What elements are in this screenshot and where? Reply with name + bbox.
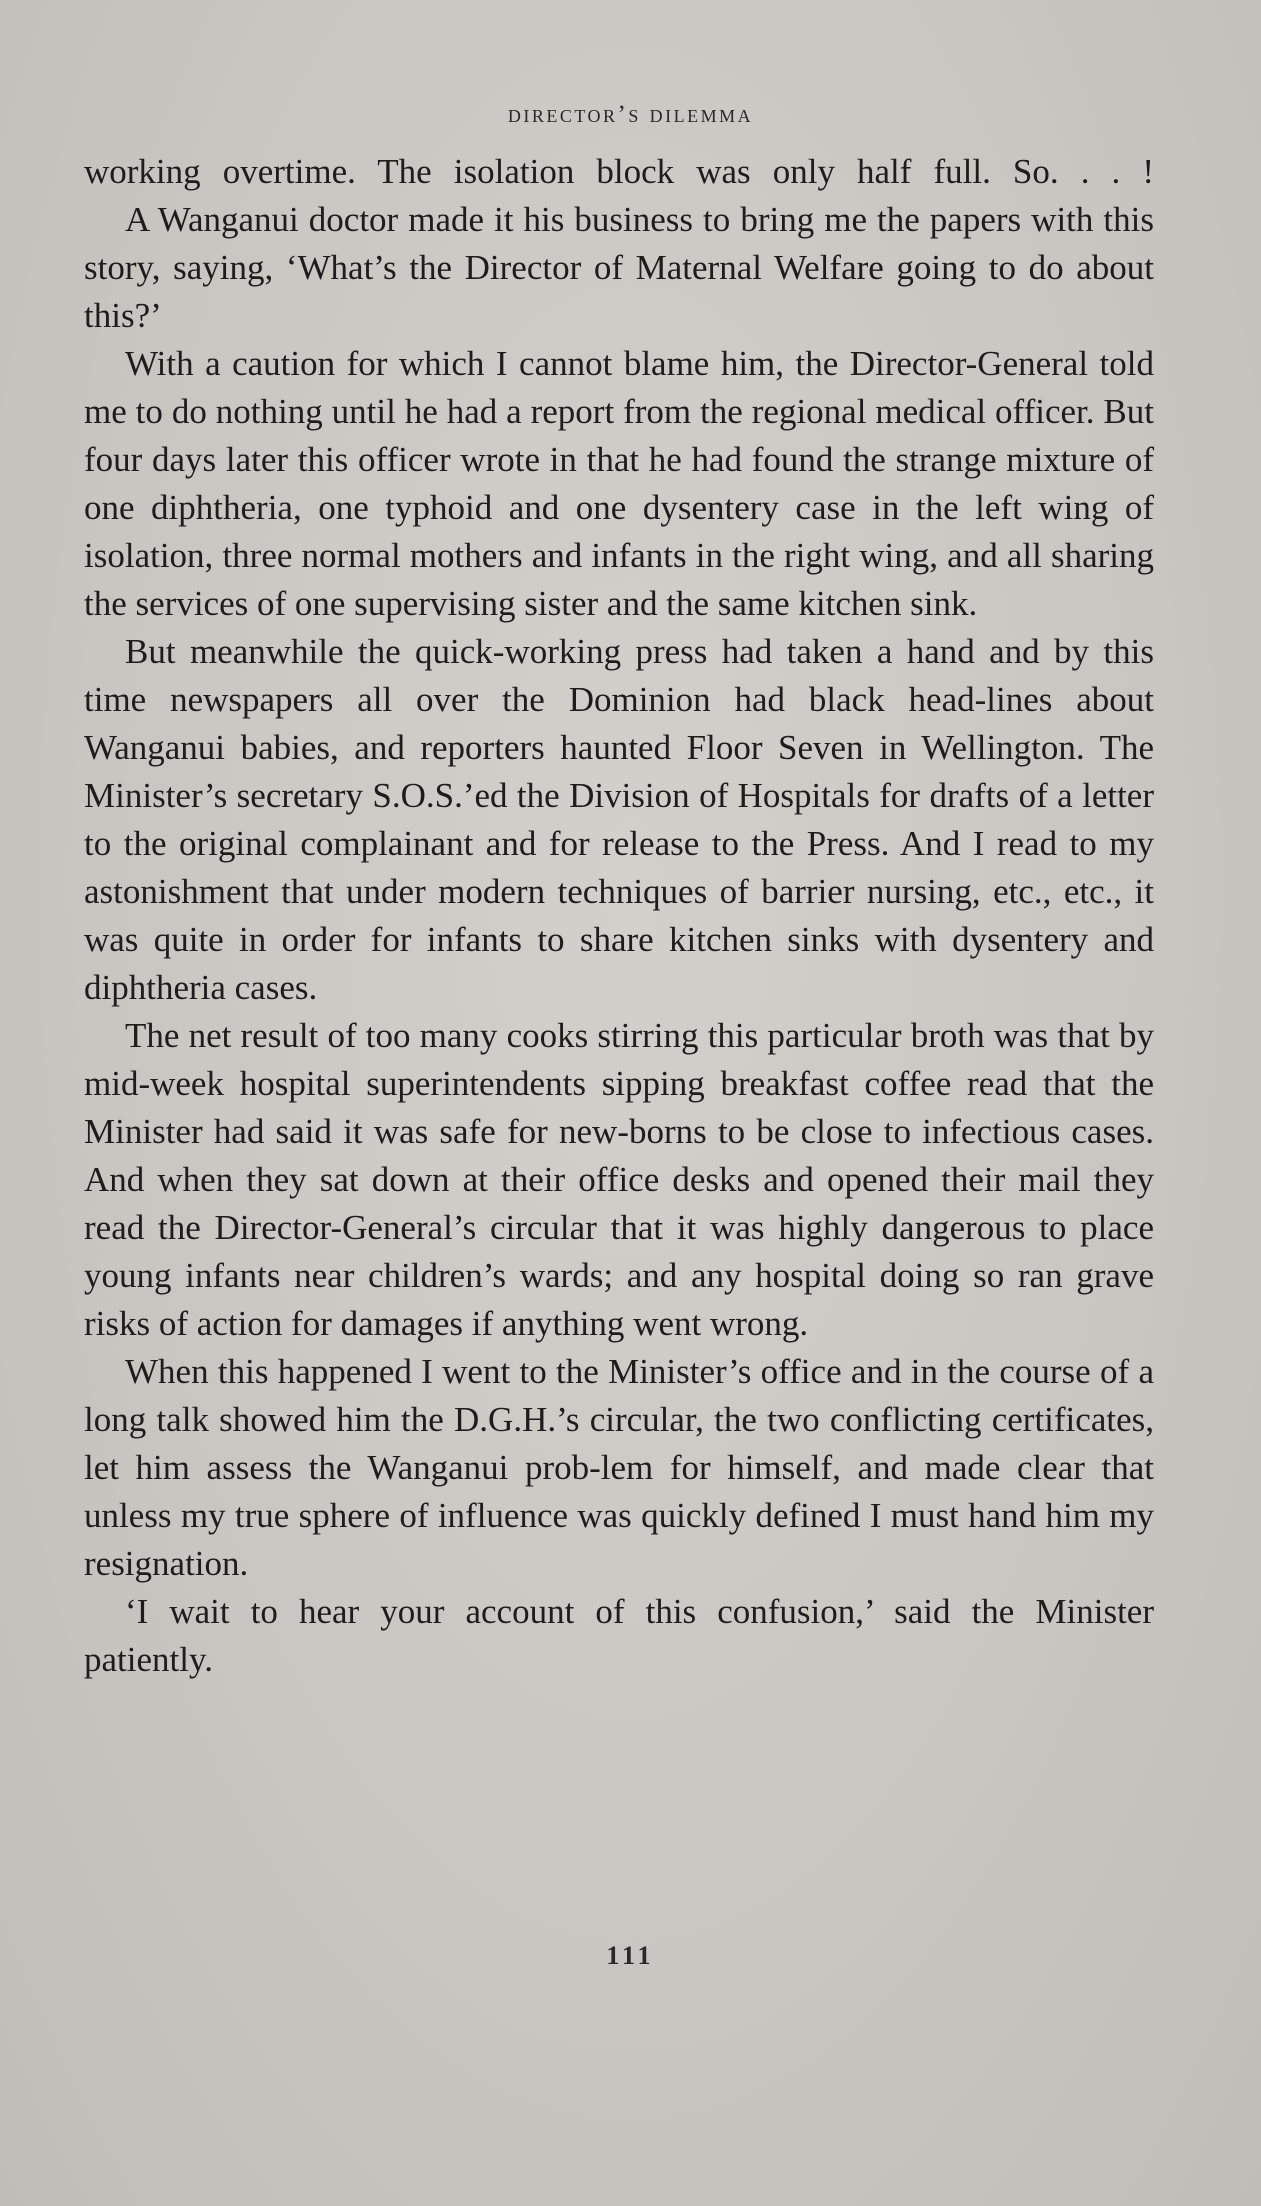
paragraph-5: The net result of too many cooks stirring this particular broth was that by mid-week hospital superintendents sipping breakfast coffee read that the Minister had said it was safe for new-borns to be close to infectious cases. And when they sat down at their office desks and opened their mail they read the Director-General’s circular that it was highly dangerous to place young infants near children’s wards; and any hospital doing so ran grave risks of action for damages if anything went wrong. xyxy=(84,1016,1154,1343)
paragraph-4: But meanwhile the quick-working press had taken a hand and by this time newspapers all over the Dominion had black head-lines about Wanganui babies, and reporters haunted Floor Seven in Wellington. The Minister’s secretary S.O.S.’ed the Division of Hospitals for drafts of a letter to the original complainant and for release to the Press. And I read to my astonishment that under modern techniques of barrier nursing, etc., etc., it was quite in order for infants to share kitchen sinks with dysentery and diphtheria cases. xyxy=(84,632,1154,1007)
paragraph-1: working overtime. The isolation block was only half full. So. . . ! xyxy=(84,152,1154,191)
running-head: director’s dilemma xyxy=(507,101,754,128)
page-number: 111 xyxy=(606,1941,655,1970)
paragraph-3: With a caution for which I cannot blame him, the Director-General told me to do nothing until he had a report from the regional medical officer. But four days later this officer wrote in that he had found the strange mixture of one diphtheria, one typhoid and one dysentery case in the left wing of isolation, three normal mothers and infants in the right wing, and all sharing the services of one supervising sister and the same kitchen sink. xyxy=(84,344,1154,623)
paragraph-6: When this happened I went to the Minister’s office and in the course of a long talk showed him the D.G.H.’s circular, the two conflicting certificates, let him assess the Wanganui prob-lem for himself, and made clear that unless my true sphere of influence was quickly defined I must hand him my resignation. xyxy=(84,1352,1154,1583)
body-text xyxy=(84,148,1154,1684)
paragraph-2: A Wanganui doctor made it his business to bring me the papers with this story, saying, ‘What’s the Director of Maternal Welfare going to do about this?’ xyxy=(84,200,1154,335)
paragraph-7: ‘I wait to hear your account of this confusion,’ said the Minister patiently. xyxy=(84,1592,1154,1679)
